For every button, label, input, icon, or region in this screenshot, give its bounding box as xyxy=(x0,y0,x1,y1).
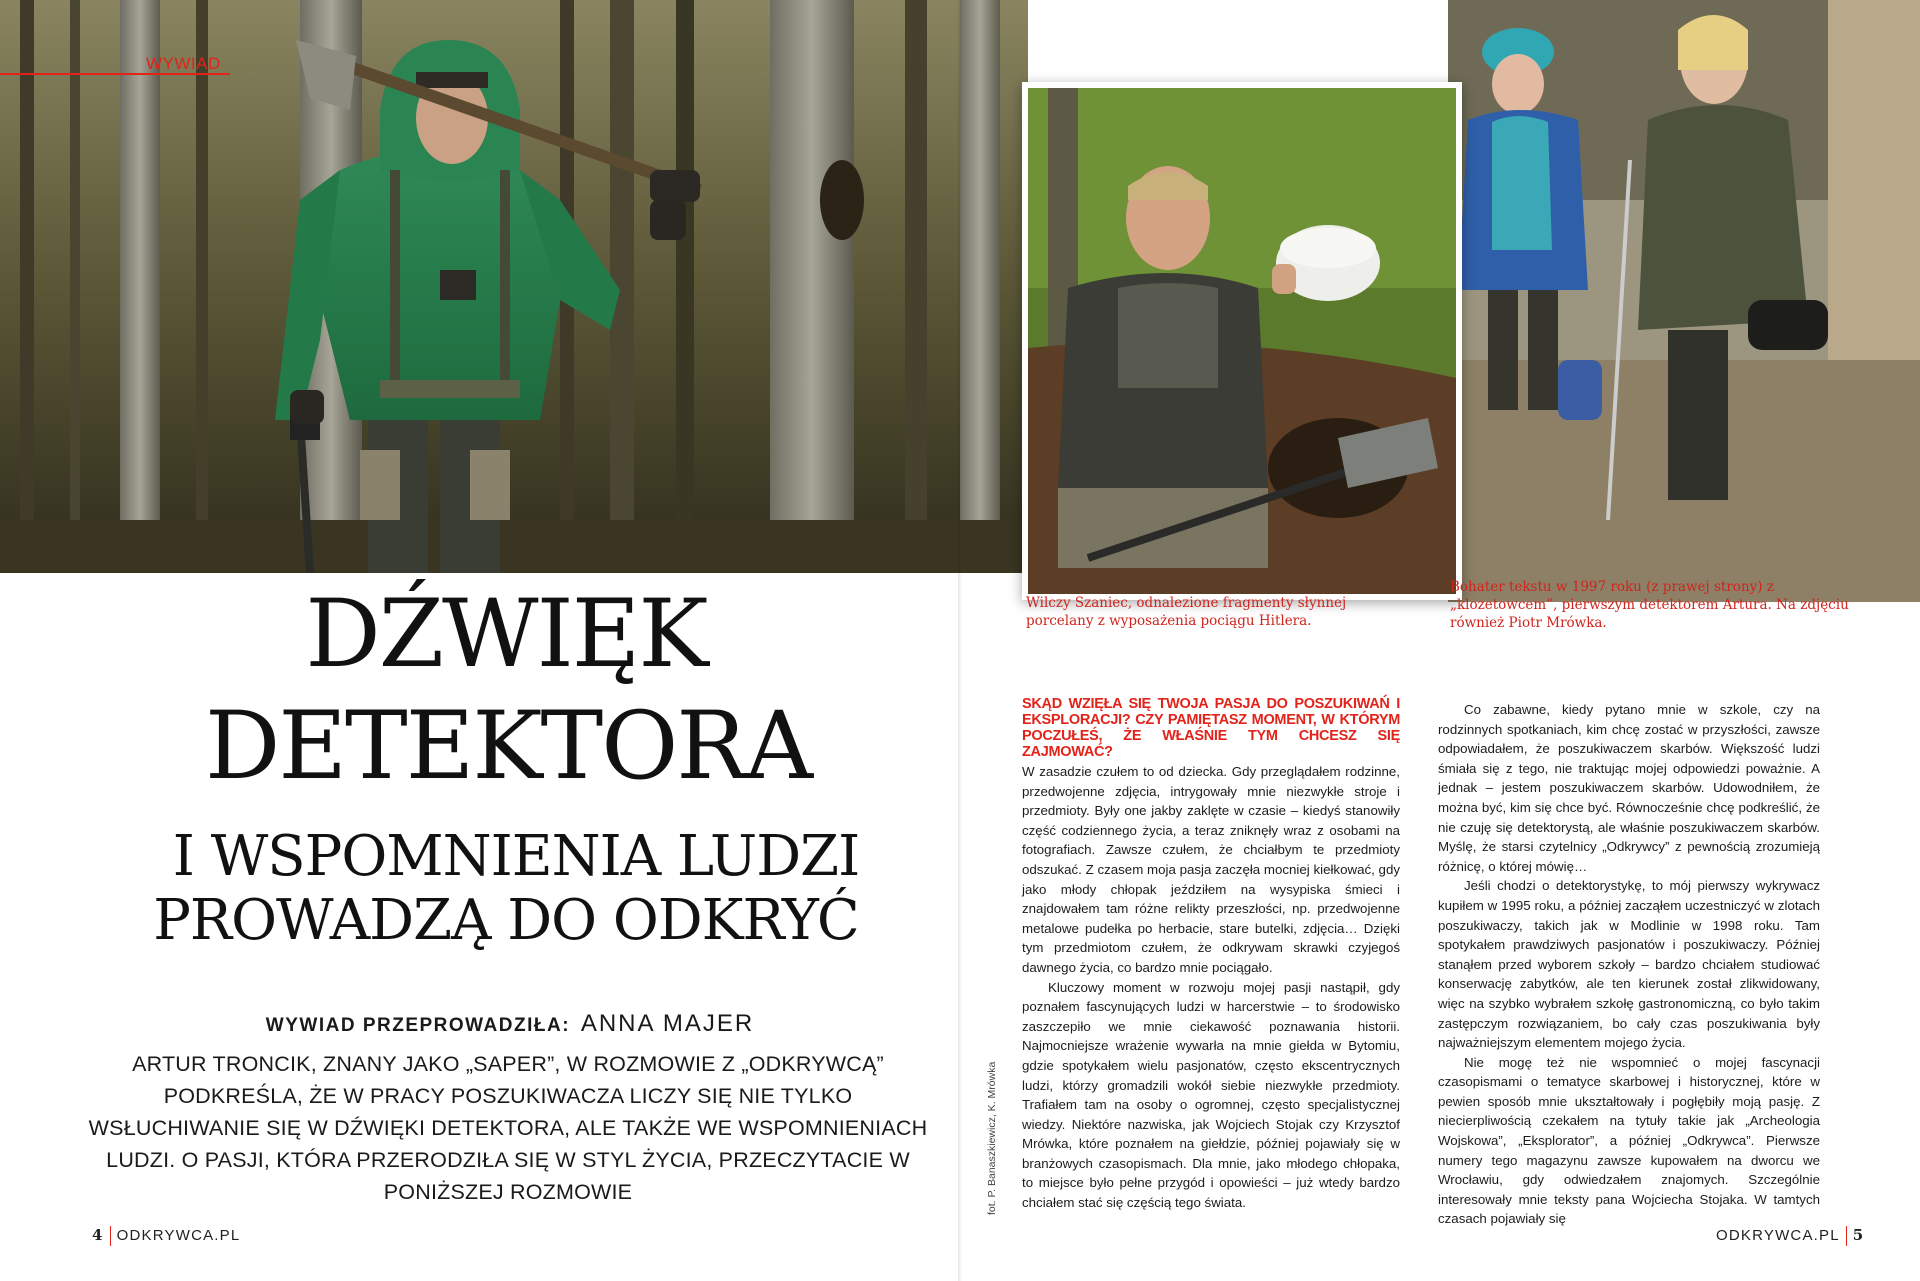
lead-paragraph: ARTUR TRONCIK, ZNANY JAKO „SAPER”, W ROZMOWIE Z „ODKRYWCĄ” PODKREŚLA, ŻE W PRACY POSZUKIWACZA LICZY SIĘ NIE TYLKO WSŁUCHIWANIE SIĘ W DŹWIĘKI DETEKTORA, ALE TAKŻE WE WSPOMNIENIACH LUDZI. O PASJI, KTÓRA PRZERODZIŁA SIĘ W STYL ŻYCIA, PRZECZYTACIE W PONIŻSZEJ ROZMOWIE xyxy=(88,1052,928,1204)
section-tag: WYWIAD xyxy=(146,54,221,73)
article-paragraph: Kluczowy moment w rozwoju mojej pasji nastąpił, gdy poznałem fascynujących ludzi w harcerstwie – to środowisko zaszczepiło we mnie ciekawość poznawania historii. Najmocniejsze wrażenie wywarła na mnie giełda w Bytomiu, gdzie spotykałem wielu pasjonatów, często ekscentrycznych ludzi, którzy gromadzili wokół siebie niezwykłe przedmioty. Trafiałem tam na osoby o ogromnej, często specjalistycznej wiedzy. Niektóre nazwiska, jak Wojciech Stojak czy Krzysztof Mrówka, które poznałem na giełdzie, później pojawiały się w branżowych czasopismach. Dla mnie, jako młodego chłopaka, to miejsce było pełne przygód i opowieści – już wtedy bardzo chciałem stać się częścią tego świata. xyxy=(1022,979,1400,1211)
byline-label: WYWIAD PRZEPROWADZIŁA: xyxy=(265,1015,571,1036)
photo-wolfs-lair-illustration xyxy=(1028,88,1456,594)
headline-line-2: DETEKTORA xyxy=(205,692,811,801)
photo-credit: fot. P. Banaszkiewicz, K. Mrówka xyxy=(986,1061,998,1215)
byline-author: ANNA MAJER xyxy=(580,1010,755,1037)
article-column-2 xyxy=(1438,700,1820,1229)
article-paragraph: W zasadzie czułem to od dziecka. Gdy przeglądałem rodzinne, przedwojenne zdjęcia, intrygowały mnie niezwykłe stroje i przedmioty. Były one jakby zaklęte w czasie – kiedyś stanowiły część codziennego życia, a teraz zniknęły wraz z osobami na fotografiach. Zawsze czułem, że chciałbym te przedmioty odszukać. Z czasem moja pasja zaczęła mocniej kiełkować, gdy jako młody chłopak jeździłem na wysypiska śmieci i znajdowałem tam różne relikty przeszłości, np. przedwojenne metalowe pudełka po herbacie, stare butelki, zdjęcia… Dzięki tym przedmiotom czułem, że odkrywam skrawki czyjegoś dawnego życia, co bardzo mnie pociągało. xyxy=(1022,764,1400,975)
photo-1997-illustration xyxy=(1448,0,1920,602)
site-name-left: ODKRYWCA.PL xyxy=(116,1227,241,1244)
folio-divider xyxy=(110,1226,111,1246)
caption-photo-2: Bohater tekstu w 1997 roku (z prawej strony) z „klozetowcem”, pierwszym detektorem Artura. Na zdjęciu również Piotr Mrówka. xyxy=(1450,579,1849,631)
page-gutter xyxy=(958,0,962,1281)
interview-question: SKĄD WZIĘŁA SIĘ TWOJA PASJA DO POSZUKIWAŃ I EKSPLORACJI? CZY PAMIĘTASZ MOMENT, W KTÓRYM POCZUŁEŚ, ŻE WŁAŚNIE TYM CHCESZ SIĘ ZAJMOWAĆ? xyxy=(1022,696,1400,760)
site-name-right: ODKRYWCA.PL xyxy=(1716,1227,1840,1244)
footer-right xyxy=(1716,1226,1864,1246)
article-column-1 xyxy=(1022,696,1400,1213)
headline-line-1: DŹWIĘK xyxy=(305,580,707,689)
article-paragraph: Nie mogę też nie wspomnieć o mojej fascynacji czasopismami o tematyce skarbowej i historycznej, które w pewien sposób mnie ukształtowały i pogłębiły moją pasję. Z niecierpliwością czekałem na tytuły takie jak „Archeologia Wojskowa”, „Eksplorator”, a później „Odkrywca”. Pierwsze numery tego magazynu zawsze kupowałem na dworcu we Wrocławiu, gdy odwiedzałem znajomych. Szczególnie interesowały mnie teksty pana Wojciecha Stojaka. W tamtych czasach pojawiały się xyxy=(1438,1054,1820,1227)
headline-line-4: PROWADZĄ DO ODKRYĆ xyxy=(153,888,859,953)
hero-photo-illustration xyxy=(0,0,1028,573)
photo-1997-children-detector xyxy=(1448,0,1920,602)
hero-photo-forest-searcher xyxy=(0,0,1028,573)
page-number-right: 5 xyxy=(1852,1226,1865,1244)
photo-wolfs-lair-porcelain xyxy=(1022,82,1462,600)
byline xyxy=(100,1010,920,1038)
folio-divider xyxy=(1846,1226,1847,1246)
article-paragraph: Jeśli chodzi o detektorystykę, to mój pierwszy wykrywacz kupiłem w 1995 roku, a później zacząłem uczestniczyć w zlotach poszukiwaczy, takich jak w Modlinie w 1998 roku. Tam spotykałem prawdziwych pasjonatów i poszukiwaczy. Później stanąłem przed wyborem szkoły – bardzo chciałem studiować konserwację zabytków, ale ten kierunek został zlikwidowany, więc na szybko wybrałem szkołę gastronomiczną, co było takim zastępczym rozwiązaniem, bo cały czas poszukiwania były najważniejszym elementem mojego życia. xyxy=(1438,878,1820,1051)
headline-line-3: I WSPOMNIENIA LUDZI xyxy=(172,824,860,889)
footer-left xyxy=(92,1226,240,1246)
page-number-left: 4 xyxy=(92,1226,104,1244)
caption-photo-1: Wilczy Szaniec, odnalezione fragmenty słynnej porcelany z wyposażenia pociągu Hitlera. xyxy=(1026,595,1347,629)
article-paragraph: Co zabawne, kiedy pytano mnie w szkole, czy na rodzinnych spotkaniach, kim chcę zostać w przyszłości, zawsze odpowiadałem, że poszukiwaczem skarbów. Większość ludzi śmiała się z tego, nie traktując mojej odpowiedzi poważnie. A jednak – jestem poszukiwaczem skarbów. Udowodniłem, że można być, kim się chce być. Równocześnie chcę podkreślić, że nie czuję się detektorystą, ale właśnie poszukiwaczem skarbów. Myślę, że starsi czytelnicy „Odkrywcy” z pewnością zrozumieją różnicę, o której mówię… xyxy=(1438,702,1820,874)
